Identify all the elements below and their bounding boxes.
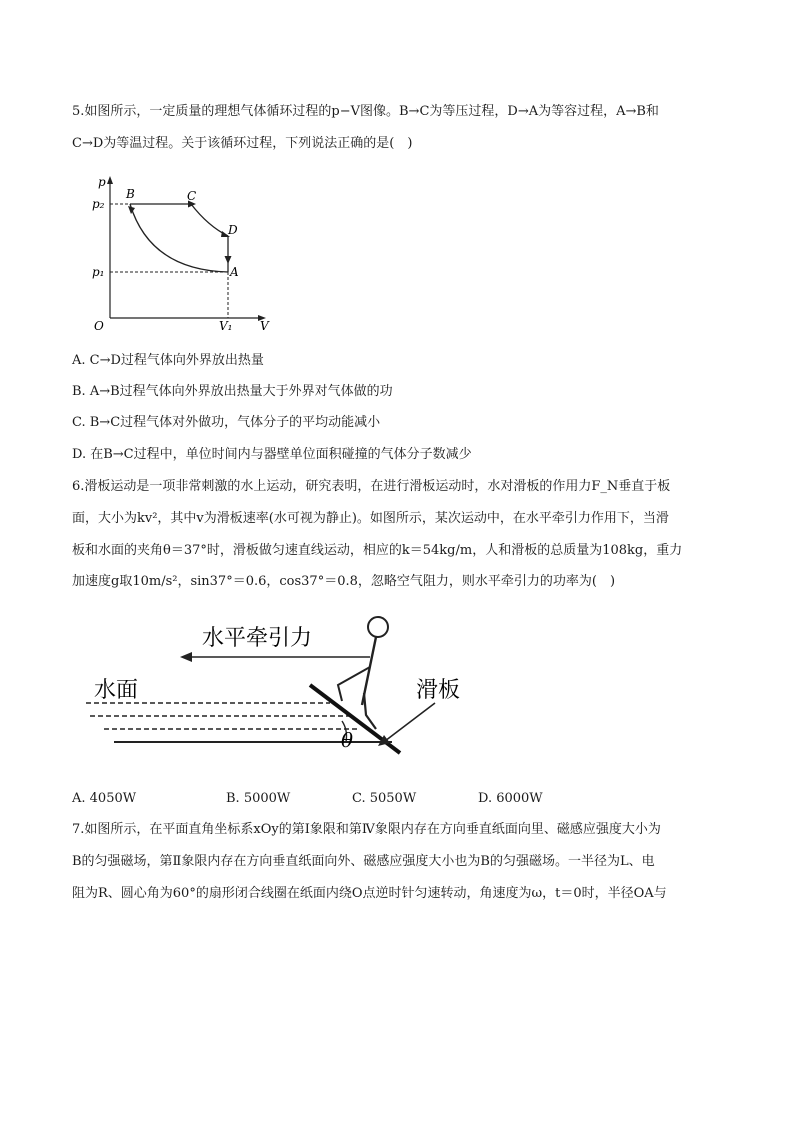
point-a-label: A <box>230 265 239 279</box>
process-a-b <box>130 204 228 272</box>
board-label: 滑板 <box>416 678 461 703</box>
wakeboard-figure <box>80 605 480 765</box>
q6-stem-line-3: 板和水面的夹角θ＝37°时，滑板做匀速直线运动，相应的k＝54kg/m，人和滑板的总质量为108kg，重力 <box>72 543 683 558</box>
q6-stem-line-4: 加速度g取10m/s²，sin37°＝0.6，cos37°＝0.8，忽略空气阻力，则水平牵引力的功率为( ) <box>72 574 616 589</box>
q6-option-b: B. 5000W <box>226 791 291 806</box>
person-head <box>368 617 388 637</box>
q6-stem-line-2: 面，大小为kv²，其中v为滑板速率(水可视为静止)。如图所示，某次运动中，在水平牵引力作用下，当滑 <box>72 511 669 526</box>
q6-stem-line-1: 6.滑板运动是一项非常刺激的水上运动，研究表明，在进行滑板运动时，水对滑板的作用力F_N垂直于板 <box>72 479 671 494</box>
point-c-label: C <box>187 189 197 203</box>
p-axis-arrow <box>107 176 113 184</box>
q5-option-b: B. A→B过程气体向外界放出热量大于外界对气体做的功 <box>72 384 393 399</box>
p2-label: p₂ <box>92 197 105 211</box>
p-axis-label: p <box>98 175 106 189</box>
q6-option-d: D. 6000W <box>478 791 543 806</box>
point-b-label: B <box>126 187 135 201</box>
origin-label: O <box>94 319 104 333</box>
q6-option-a: A. 4050W <box>72 791 137 806</box>
q6-option-c: C. 5050W <box>352 791 417 806</box>
q5-option-c: C. B→C过程气体对外做功，气体分子的平均动能减小 <box>72 415 381 430</box>
q7-stem-line-3: 阻为R、圆心角为60°的扇形闭合线圈在纸面内绕O点逆时针匀速转动，角速度为ω，t＝0时，半径OA与 <box>72 886 667 901</box>
q5-stem-line-1: 5.如图所示，一定质量的理想气体循环过程的p−V图像。B→C为等压过程，D→A为等容过程，A→B和 <box>72 104 659 119</box>
q7-stem-line-2: B的匀强磁场，第Ⅱ象限内存在方向垂直纸面向外、磁感应强度大小也为B的匀强磁场。一半径为L、电 <box>72 854 655 869</box>
person-leg <box>364 693 376 729</box>
q5-stem-line-2: C→D为等温过程。关于该循环过程，下列说法正确的是( ) <box>72 136 413 151</box>
q7-stem-line-1: 7.如图所示，在平面直角坐标系xOy的第Ⅰ象限和第Ⅳ象限内存在方向垂直纸面向里、磁感应强度大小为 <box>72 822 661 837</box>
p1-label: p₁ <box>92 265 105 279</box>
q5-option-a: A. C→D过程气体向外界放出热量 <box>72 353 264 368</box>
board-pointer-arrow <box>385 703 435 741</box>
process-c-d <box>191 204 228 236</box>
v-axis-label: V <box>260 319 269 333</box>
q5-option-d: D. 在B→C过程中，单位时间内与器壁单位面积碰撞的气体分子数减少 <box>72 447 472 462</box>
pv-graph <box>88 170 278 335</box>
traction-force-label: 水平牵引力 <box>202 626 313 651</box>
angle-label: θ <box>341 728 354 752</box>
point-d-label: D <box>228 223 238 237</box>
water-surface-label: 水面 <box>94 678 139 703</box>
v1-label: V₁ <box>219 319 233 333</box>
